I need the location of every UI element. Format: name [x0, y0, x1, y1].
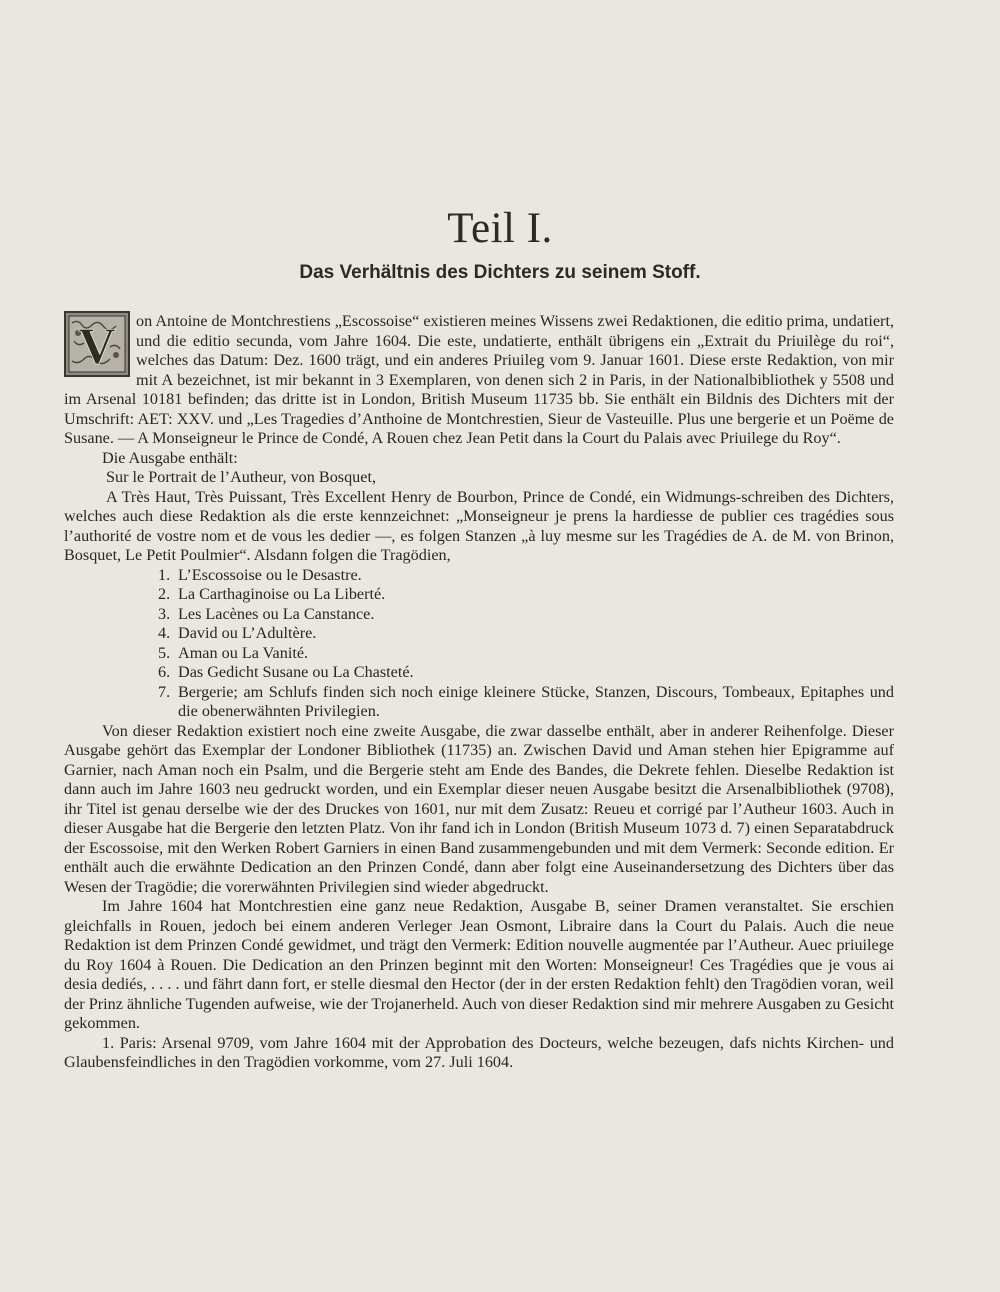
- tragedies-list: [64, 566, 894, 722]
- dedication-paragraph: A Très Haut, Très Puissant, Très Excellent Henry de Bourbon, Prince de Condé, ein Widmungs-schreiben des Dichters, welches auch diese Redaktion als die erste kennzeichnet: „Monseigneur je prens la hardiesse de publier ces tragédies sous l’authorité de vostre nom et de vous les dedier —, es folgen Stanzen „à luy mesme sur les Tragédies de A. de M. von Brinon, Bosquet, Le Petit Poulmier“. Alsdann folgen die Tragödien,: [64, 487, 894, 564]
- list-item: 2. La Carthaginoise ou La Liberté.: [158, 585, 386, 603]
- edition-1604-paragraph: Im Jahre 1604 hat Montchrestien eine ganz neue Redaktion, Ausgabe B, seiner Dramen veranstaltet. Sie erschien gleichfalls in Rouen, jedoch bei einem anderen Verleger Jean Osmont, Libraire dans la Court du Palais. Auch die neue Redaktion ist dem Prinzen Condé gewidmet, und trägt den Vermerk: Edition nouvelle augmentée par l’Autheur. Auec priuilege du Roy 1604 à Rouen. Die Dedication an den Prinzen beginnt mit den Worten: Monseigneur! Ces Tragédies que je vous ai desia dediés, . . . . und fährt dann fort, er stelle diesmal den Hector (der in der ersten Redaktion fehlt) den Tragödien voran, weil der Prinz ähnliche Tugenden aufweise, wie der Trojanerheld. Auch von dieser Redaktion sind mir mehrere Ausgaben zu Gesicht gekommen.: [64, 897, 894, 1032]
- ausgabe-line: Die Ausgabe enthält:: [102, 448, 238, 467]
- paris-paragraph: 1. Paris: Arsenal 9709, vom Jahre 1604 mit der Approbation des Docteurs, welche bezeugen, dafs nichts Kirchen- und Glaubensfeindliches in den Tragödien vorkomme, vom 27. Juli 1604.: [64, 1033, 894, 1071]
- ornamental-initial-icon: [64, 311, 130, 377]
- body-text: [64, 312, 894, 1073]
- list-item: 4. David ou L’Adultère.: [158, 624, 317, 642]
- portrait-line: Sur le Portrait de l’Autheur, von Bosquet,: [106, 468, 377, 486]
- chapter-subheading: Das Verhältnis des Dichters zu seinem Stoff.: [299, 262, 701, 283]
- list-item: 7. Bergerie; am Schlufs finden sich noch einige kleinere Stücke, Stanzen, Discours, Tombeaux, Epitaphes und die obenerwähnten Privilegien.: [158, 682, 894, 720]
- dropcap-letter: V: [78, 318, 116, 375]
- list-item: 5. Aman ou La Vanité.: [158, 643, 309, 662]
- list-item: 3. Les Lacènes ou La Canstance.: [158, 604, 375, 623]
- list-item: 6. Das Gedicht Susane ou La Chasteté.: [158, 663, 414, 681]
- second-edition-paragraph: Von dieser Redaktion existiert noch eine zweite Ausgabe, die zwar dasselbe enthält, aber in anderer Reihenfolge. Dieser Ausgabe gehört das Exemplar der Londoner Bibliothek (11735) an. Zwischen David und Aman stehen hier Epigramme auf Garnier, nach Aman noch ein Psalm, und die Bergerie steht am Ende des Bandes, die Dekrete fehlen. Dieselbe Redaktion ist dann auch im Jahre 1603 neu gedruckt worden, und ein Exemplar dieser neuen Ausgabe besitzt die Arsenalbibliothek (9708), ihr Titel ist genau derselbe wie der des Druckes von 1601, nur mit dem Zusatz: Reueu et corrigé par l’Autheur 1603. Auch in dieser Ausgabe hat die Bergerie den letzten Platz. Von ihr fand ich in London (British Museum 1073 d. 7) einen Separatabdruck der Escossoise, mit den Werken Robert Garniers in einen Band zusammengebunden und mit dem Vermerk: Seconde edition. Er enthält auch die erwähnte Dedication an den Prinzen Condé, dann aber folgt eine Auseinandersetzung des Dichters über das Wesen der Tragödie; die vorerwähnten Privilegien sind wieder abgedruckt.: [64, 721, 894, 896]
- part-heading: Teil I.: [447, 205, 553, 252]
- list-item: 1. L’Escossoise ou le Desastre.: [158, 565, 362, 584]
- intro-paragraph: [64, 312, 894, 449]
- intro-text: on Antoine de Montchrestiens „Escossoise“ existieren meines Wissens zwei Redaktionen, die editio prima, undatiert, und die editio secunda, vom Jahre 1604. Die este, undatierte, enthält übrigens ein „Extrait du Priuilège du roi“, welches das Datum: Dez. 1600 trägt, und ein anderes Priuileg vom 9. Januar 1601. Diese erste Redaktion, von mir mit A bezeichnet, ist mir bekannt in 3 Exemplaren, von denen sich 2 in Paris, in der Nationalbibliothek y 5508 und im Arsenal 10181 befinden; das dritte ist in London, British Museum 11735 bb. Sie enthält ein Bildnis des Dichters mit der Umschrift: AET: XXV. und „Les Tragedies d’Anthoine de Montchrestien, Sieur de Vasteuille. Plus une bergerie et un Poëme de Susane. — A Monseigneur le Prince de Condé, A Rouen chez Jean Petit dans la Court du Palais avec Priuilege du Roy“.: [64, 312, 894, 447]
